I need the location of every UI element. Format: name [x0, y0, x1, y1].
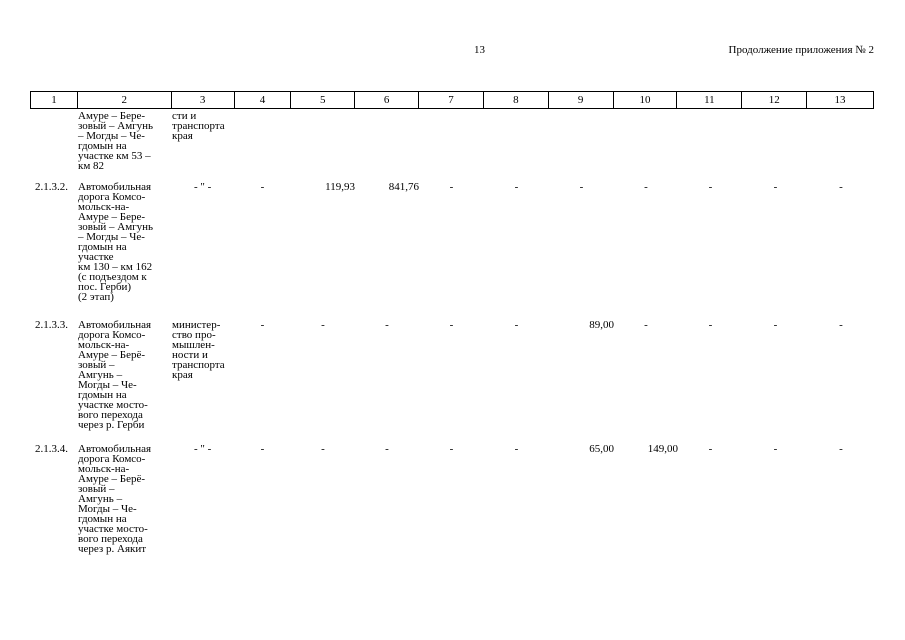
row-value-col-7: - [449, 443, 454, 455]
row-value-col-12: - [773, 319, 778, 331]
row-value-col-7: - [449, 181, 454, 193]
header-col-11: 11 [677, 92, 742, 108]
row-value-col-12: - [773, 443, 778, 455]
row-number: 2.1.3.2. [35, 181, 68, 193]
row-value-col-11: - [708, 319, 713, 331]
row-value-col-8: - [514, 181, 519, 193]
header-col-7: 7 [419, 92, 484, 108]
row-value-col-5: - [321, 443, 325, 455]
row-value-col-13: - [839, 181, 843, 193]
row-value-col-6: - [385, 443, 389, 455]
row-value-col-8: - [514, 319, 519, 331]
row-value-col-4: - [260, 443, 265, 455]
appendix-continuation-note: Продолжение приложения № 2 [728, 44, 874, 56]
header-col-5: 5 [291, 92, 355, 108]
row-value-col-13: - [839, 319, 843, 331]
row-value-col-9: 65,00 [589, 443, 614, 455]
header-col-10: 10 [614, 92, 678, 108]
row-value-col-6: 841,76 [388, 181, 419, 193]
row-executor: министер- ство про- мышлен- ности и транспорта края [172, 319, 225, 381]
page-number: 13 [474, 44, 485, 56]
row-executor: - " - [194, 443, 212, 455]
row-value-col-13: - [839, 443, 843, 455]
row-value-col-5: - [321, 319, 325, 331]
header-col-3: 3 [172, 92, 235, 108]
row-object-name: Автомобильная дорога Комсо- мольск-на- Амуре – Бере- зовый – Амгунь – Могды – Че- гдомын на участке км 130 – км 162 (с подъездом к пос. Герби) (2 этап) [78, 181, 154, 303]
row-value-col-6: - [385, 319, 389, 331]
header-col-8: 8 [484, 92, 549, 108]
row-number: 2.1.3.3. [35, 319, 68, 331]
row-value-col-11: - [708, 443, 713, 455]
row-value-col-9: 89,00 [589, 319, 614, 331]
header-col-1: 1 [31, 92, 78, 108]
row-object-name: Автомобильная дорога Комсо- мольск-на- Амуре – Берё- зовый – Амгунь – Могды – Че- гдомын на участке мосто- вого перехода через р. Аякит [78, 443, 152, 555]
row-executor: сти и транспорта края [172, 110, 225, 142]
row-value-col-5: 119,93 [325, 181, 355, 193]
row-value-col-11: - [708, 181, 713, 193]
header-col-4: 4 [235, 92, 292, 108]
row-object-name: Амуре – Бере- зовый – Амгунь – Могды – Че- гдомын на участке км 53 – км 82 [78, 110, 154, 172]
row-value-col-4: - [260, 319, 265, 331]
header-col-12: 12 [742, 92, 807, 108]
row-value-col-8: - [514, 443, 519, 455]
row-number: 2.1.3.4. [35, 443, 68, 455]
row-value-col-12: - [773, 181, 778, 193]
row-executor: - " - [194, 181, 212, 193]
header-col-2: 2 [78, 92, 172, 108]
table-header-row [30, 91, 874, 109]
row-value-col-9: - [579, 181, 584, 193]
row-object-name: Автомобильная дорога Комсо- мольск-на- Амуре – Берё- зовый – Амгунь – Могды – Че- гдомын на участке мосто- вого перехода через р. Герби [78, 319, 152, 431]
row-value-col-10: - [644, 181, 648, 193]
header-col-13: 13 [834, 94, 846, 106]
row-value-col-10: 149,00 [647, 443, 678, 455]
row-value-col-10: - [644, 319, 648, 331]
row-value-col-4: - [260, 181, 265, 193]
header-col-9: 9 [549, 92, 614, 108]
header-col-6: 6 [355, 92, 419, 108]
row-value-col-7: - [449, 319, 454, 331]
